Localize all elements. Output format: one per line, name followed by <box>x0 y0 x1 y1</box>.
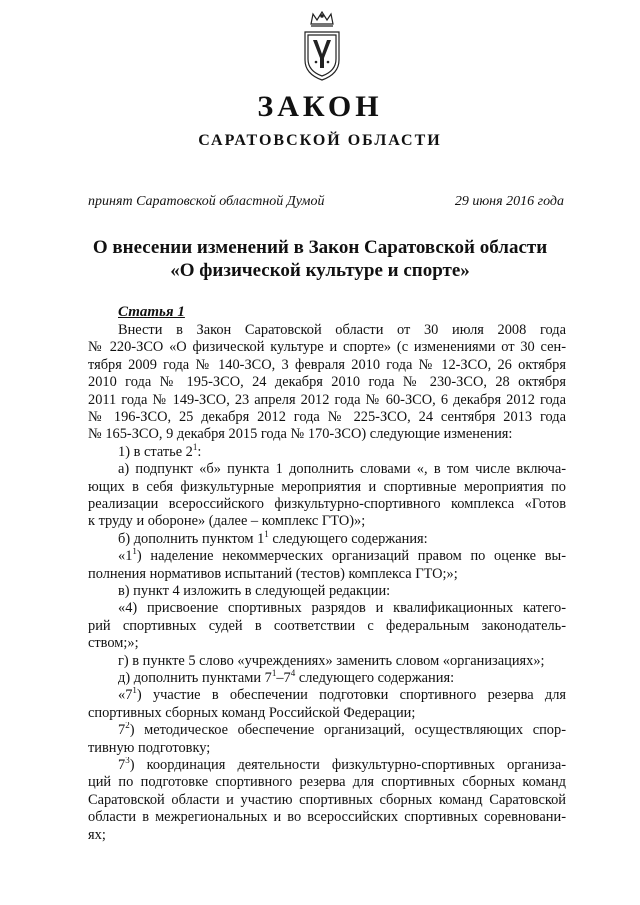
law-heading <box>0 236 640 282</box>
text-line: № 165-ЗСО, 9 декабря 2015 года № 170-ЗСО) следующие изменения: <box>88 426 513 443</box>
text-line: ством;»; <box>88 635 139 652</box>
text-line: «$7^1$) участие в обеспечении подготовки спортивного резерва для <box>118 687 566 704</box>
text-line: $7^2$) методическое обеспечение организаций, осуществляющих спор- <box>118 722 566 739</box>
text-line: «4) присвоение спортивных разрядов и квалификационных катего- <box>118 600 566 617</box>
text-line: полнения нормативов испытаний (тестов) комплекса ГТО;»; <box>88 565 458 582</box>
adopted-by: принят Саратовской областной Думой <box>88 194 325 209</box>
text-line: 2011 года № 149-ЗСО, 23 апреля 2012 года № 60-ЗСО, 6 декабря 2012 года <box>88 391 566 408</box>
text-line: $7^3$) координация деятельности физкультурно-спортивных организа- <box>118 757 566 773</box>
article-title: Статья 1 <box>118 304 185 320</box>
text-line: тивную подготовку; <box>88 739 211 756</box>
text-line: д) дополнить пунктами $7^1-7^4$ следующего содержания: <box>118 668 455 686</box>
law-heading-line: О внесении изменений в Закон Саратовской области <box>92 237 548 258</box>
adoption-date: 29 июня 2016 года <box>454 194 564 209</box>
text-line: 1) в статье $2^1$: <box>118 442 202 460</box>
text-line: 2010 года № 195-ЗСО, 24 декабря 2010 года № 230-ЗСО, 28 октября <box>88 374 566 391</box>
document-title: ЗАКОН <box>257 90 383 123</box>
text-line: б) дополнить пунктом $1^1$ следующего содержания: <box>118 529 428 547</box>
text-line: спортивных сборных команд Российской Федерации; <box>88 704 416 721</box>
law-heading-line: «О физической культуре и спорте» <box>170 260 470 281</box>
text-line: к труду и обороне» (далее – комплекс ГТО)»; <box>88 513 366 530</box>
text-line: ющих в себя физкультурные мероприятия и спортивные мероприятия по <box>88 478 566 495</box>
document-subtitle: САРАТОВСКОЙ ОБЛАСТИ <box>198 132 442 149</box>
text-line: № 196-ЗСО, 25 декабря 2012 года № 225-ЗСО, 24 сентября 2013 года <box>88 409 566 425</box>
text-line: рий спортивных судей в соответствии с федеральным законодатель- <box>88 617 566 634</box>
text-line: в) пункт 4 изложить в следующей редакции: <box>118 583 391 599</box>
text-line: г) в пункте 5 слово «учреждениях» заменить словом «организациях»; <box>118 652 545 669</box>
text-line: реализации всероссийского физкультурно-спортивного комплекса «Готов <box>88 496 566 512</box>
text-line: а) подпункт «б» пункта 1 дополнить словами «, в том числе включа- <box>118 461 566 478</box>
text-line: «$1^1$) наделение некоммерческих организаций правом по оценке вы- <box>118 548 566 565</box>
text-line: № 220-ЗСО «О физической культуре и спорте» (с изменениями от 30 сен- <box>88 339 566 356</box>
text-line: области в межрегиональных и во всероссийских спортивных соревновани- <box>88 809 566 826</box>
text-line: тября 2009 года № 140-ЗСО, 3 февраля 2010 года № 12-ЗСО, 26 октября <box>88 356 566 373</box>
saratov-coat-of-arms-emblem <box>299 10 345 82</box>
text-line: ях; <box>88 826 106 843</box>
text-line: Внести в Закон Саратовской области от 30 июля 2008 года <box>118 322 566 338</box>
text-line: ций по подготовке спортивного резерва для спортивных сборных команд <box>88 774 566 791</box>
text-line: Саратовской области и участию спортивных сборных команд Саратовской <box>88 791 566 808</box>
